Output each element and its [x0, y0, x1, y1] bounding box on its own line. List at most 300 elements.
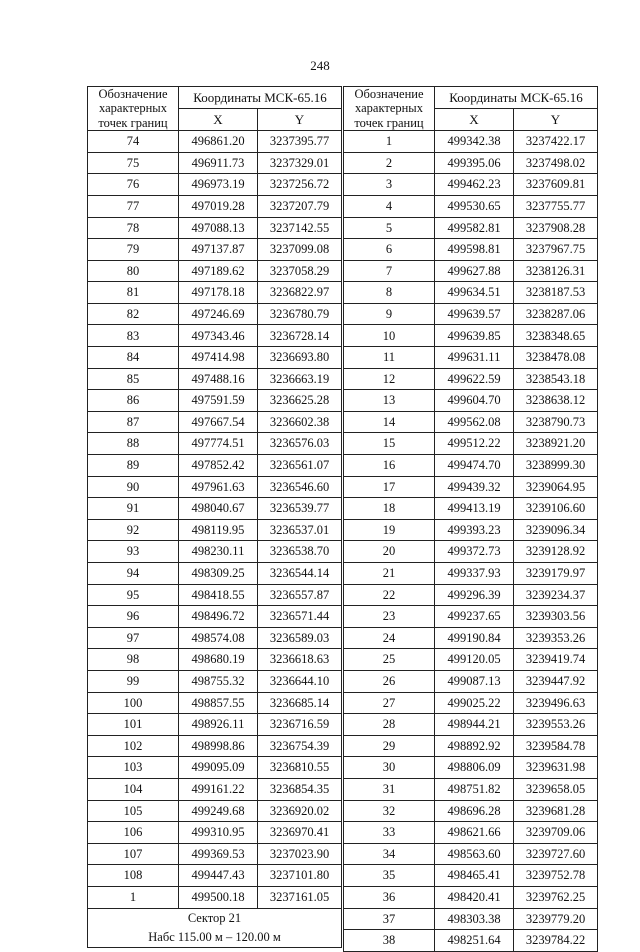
y-coordinate-cell: 3238126.31 [514, 260, 598, 282]
point-number-cell: 95 [88, 584, 179, 606]
x-coordinate-cell: 499462.23 [435, 174, 514, 196]
table-row [344, 411, 598, 433]
table-row [88, 800, 342, 822]
x-coordinate-cell: 497488.16 [179, 368, 258, 390]
table-row [344, 347, 598, 369]
y-coordinate-cell: 3238921.20 [514, 433, 598, 455]
y-coordinate-cell: 3239779.20 [514, 908, 598, 930]
table-row [88, 584, 342, 606]
x-coordinate-cell: 498496.72 [179, 606, 258, 628]
y-coordinate-cell: 3237498.02 [514, 152, 598, 174]
x-coordinate-cell: 499639.85 [435, 325, 514, 347]
x-coordinate-cell: 497088.13 [179, 217, 258, 239]
x-coordinate-cell: 498926.11 [179, 714, 258, 736]
table-row [344, 908, 598, 930]
x-coordinate-cell: 498420.41 [435, 886, 514, 908]
point-number-cell: 84 [88, 347, 179, 369]
x-coordinate-cell: 498230.11 [179, 541, 258, 563]
y-coordinate-cell: 3236589.03 [258, 627, 342, 649]
point-number-cell: 5 [344, 217, 435, 239]
x-coordinate-cell: 499249.68 [179, 800, 258, 822]
table-row [88, 541, 342, 563]
x-coordinate-cell: 498680.19 [179, 649, 258, 671]
y-coordinate-cell: 3236546.60 [258, 476, 342, 498]
sector-footer [88, 908, 342, 947]
table-row [88, 239, 342, 261]
table-row [88, 606, 342, 628]
point-number-cell: 33 [344, 822, 435, 844]
point-number-cell: 15 [344, 433, 435, 455]
table-row [344, 325, 598, 347]
x-coordinate-cell: 499639.57 [435, 303, 514, 325]
x-coordinate-cell: 499439.32 [435, 476, 514, 498]
table-row [88, 282, 342, 304]
y-coordinate-cell: 3237967.75 [514, 239, 598, 261]
x-coordinate-cell: 497137.87 [179, 239, 258, 261]
point-number-cell: 81 [88, 282, 179, 304]
y-coordinate-cell: 3237101.80 [258, 865, 342, 887]
point-number-cell: 31 [344, 778, 435, 800]
x-coordinate-cell: 498465.41 [435, 865, 514, 887]
y-coordinate-cell: 3236571.44 [258, 606, 342, 628]
x-coordinate-cell: 498574.08 [179, 627, 258, 649]
x-coordinate-cell: 497189.62 [179, 260, 258, 282]
coordinates-header: Координаты МСК-65.16 [179, 87, 342, 109]
table-row [344, 239, 598, 261]
x-coordinate-cell: 498751.82 [435, 778, 514, 800]
x-coordinate-cell: 498857.55 [179, 692, 258, 714]
y-coordinate-cell: 3239096.34 [514, 519, 598, 541]
point-number-cell: 27 [344, 692, 435, 714]
x-coordinate-cell: 498418.55 [179, 584, 258, 606]
point-number-cell: 1 [88, 886, 179, 908]
y-coordinate-cell: 3239179.97 [514, 563, 598, 585]
point-number-cell: 36 [344, 886, 435, 908]
table-row [88, 455, 342, 477]
table-row [344, 649, 598, 671]
point-number-cell: 86 [88, 390, 179, 412]
x-coordinate-cell: 497591.59 [179, 390, 258, 412]
x-coordinate-cell: 499500.18 [179, 886, 258, 908]
table-row [344, 757, 598, 779]
point-number-cell: 93 [88, 541, 179, 563]
point-number-cell: 30 [344, 757, 435, 779]
y-coordinate-cell: 3238638.12 [514, 390, 598, 412]
y-coordinate-cell: 3239234.37 [514, 584, 598, 606]
table-row [344, 390, 598, 412]
x-coordinate-cell: 499512.22 [435, 433, 514, 455]
table-row [344, 541, 598, 563]
x-coordinate-cell: 497852.42 [179, 455, 258, 477]
x-coordinate-cell: 499095.09 [179, 757, 258, 779]
point-number-cell: 22 [344, 584, 435, 606]
y-coordinate-cell: 3238478.08 [514, 347, 598, 369]
point-number-cell: 4 [344, 195, 435, 217]
table-row [344, 584, 598, 606]
table-row [344, 930, 598, 952]
table-row [344, 476, 598, 498]
table-row [88, 865, 342, 887]
table-row [88, 325, 342, 347]
y-coordinate-cell: 3236716.59 [258, 714, 342, 736]
x-coordinate-cell: 499634.51 [435, 282, 514, 304]
point-number-cell: 16 [344, 455, 435, 477]
y-coordinate-cell: 3239762.25 [514, 886, 598, 908]
point-number-cell: 108 [88, 865, 179, 887]
x-coordinate-cell: 499310.95 [179, 822, 258, 844]
table-row [88, 217, 342, 239]
point-number-cell: 88 [88, 433, 179, 455]
y-coordinate-cell: 3236538.70 [258, 541, 342, 563]
y-coordinate-cell: 3237908.28 [514, 217, 598, 239]
x-coordinate-cell: 499631.11 [435, 347, 514, 369]
point-number-cell: 26 [344, 670, 435, 692]
x-coordinate-cell: 499413.19 [435, 498, 514, 520]
table-row [344, 152, 598, 174]
table-row [344, 195, 598, 217]
point-number-cell: 102 [88, 735, 179, 757]
point-number-cell: 9 [344, 303, 435, 325]
y-coordinate-cell: 3239303.56 [514, 606, 598, 628]
point-number-cell: 105 [88, 800, 179, 822]
point-number-cell: 82 [88, 303, 179, 325]
point-number-cell: 6 [344, 239, 435, 261]
y-coordinate-cell: 3237329.01 [258, 152, 342, 174]
y-coordinate-cell: 3236644.10 [258, 670, 342, 692]
x-coordinate-cell: 499237.65 [435, 606, 514, 628]
point-number-cell: 99 [88, 670, 179, 692]
x-coordinate-cell: 499627.88 [435, 260, 514, 282]
point-number-cell: 34 [344, 843, 435, 865]
point-number-cell: 19 [344, 519, 435, 541]
table-row [344, 498, 598, 520]
table-row [344, 131, 598, 153]
table-row [88, 519, 342, 541]
x-coordinate-cell: 499582.81 [435, 217, 514, 239]
x-coordinate-cell: 499474.70 [435, 455, 514, 477]
point-number-cell: 37 [344, 908, 435, 930]
point-number-cell: 89 [88, 455, 179, 477]
table-row [88, 498, 342, 520]
point-number-cell: 2 [344, 152, 435, 174]
page-number: 248 [310, 58, 330, 73]
y-coordinate-cell: 3238287.06 [514, 303, 598, 325]
table-row [344, 303, 598, 325]
y-coordinate-cell: 3237609.81 [514, 174, 598, 196]
point-number-cell: 91 [88, 498, 179, 520]
point-number-cell: 79 [88, 239, 179, 261]
table-row [88, 347, 342, 369]
point-number-cell: 96 [88, 606, 179, 628]
x-coordinate-cell: 499025.22 [435, 692, 514, 714]
point-number-cell: 11 [344, 347, 435, 369]
coordinates-table-left [87, 86, 342, 948]
table-row [344, 714, 598, 736]
point-number-cell: 12 [344, 368, 435, 390]
x-coordinate-cell: 496973.19 [179, 174, 258, 196]
point-number-cell: 1 [344, 131, 435, 153]
x-coordinate-cell: 497774.51 [179, 433, 258, 455]
table-row [344, 800, 598, 822]
y-coordinate-cell: 3239553.26 [514, 714, 598, 736]
x-coordinate-cell: 496911.73 [179, 152, 258, 174]
y-coordinate-cell: 3236663.19 [258, 368, 342, 390]
y-coordinate-cell: 3236822.97 [258, 282, 342, 304]
y-coordinate-cell: 3237099.08 [258, 239, 342, 261]
table-row [344, 606, 598, 628]
y-coordinate-cell: 3236544.14 [258, 563, 342, 585]
table-row [88, 714, 342, 736]
y-coordinate-cell: 3236625.28 [258, 390, 342, 412]
table-row [344, 692, 598, 714]
x-coordinate-cell: 498944.21 [435, 714, 514, 736]
y-coordinate-cell: 3236854.35 [258, 778, 342, 800]
x-coordinate-cell: 498806.09 [435, 757, 514, 779]
table-row [344, 563, 598, 585]
table-row [88, 735, 342, 757]
sector-label: Сектор 21 [187, 911, 242, 926]
y-coordinate-cell: 3238187.53 [514, 282, 598, 304]
point-number-cell: 104 [88, 778, 179, 800]
point-number-cell: 74 [88, 131, 179, 153]
table-row [344, 368, 598, 390]
table-row [344, 822, 598, 844]
y-coordinate-cell: 3236780.79 [258, 303, 342, 325]
point-number-cell: 103 [88, 757, 179, 779]
table-row [88, 411, 342, 433]
table-row [88, 843, 342, 865]
y-coordinate-cell: 3239631.98 [514, 757, 598, 779]
table-row [344, 433, 598, 455]
table-row [88, 563, 342, 585]
x-coordinate-cell: 497961.63 [179, 476, 258, 498]
point-number-cell: 13 [344, 390, 435, 412]
point-number-cell: 35 [344, 865, 435, 887]
y-coordinate-cell: 3236537.01 [258, 519, 342, 541]
y-coordinate-cell: 3236602.38 [258, 411, 342, 433]
x-coordinate-cell: 499161.22 [179, 778, 258, 800]
y-coordinate-cell: 3236920.02 [258, 800, 342, 822]
y-coordinate-cell: 3236539.77 [258, 498, 342, 520]
point-number-cell: 28 [344, 714, 435, 736]
table-row [88, 822, 342, 844]
point-number-cell: 32 [344, 800, 435, 822]
point-number-cell: 77 [88, 195, 179, 217]
table-row [88, 131, 342, 153]
y-coordinate-cell: 3239064.95 [514, 476, 598, 498]
table-row [88, 886, 342, 908]
y-coordinate-cell: 3236754.39 [258, 735, 342, 757]
height-range-label: Набс 115.00 м – 120.00 м [148, 929, 281, 944]
point-number-cell: 97 [88, 627, 179, 649]
y-coordinate-cell: 3239496.63 [514, 692, 598, 714]
x-coordinate-cell: 499190.84 [435, 627, 514, 649]
y-coordinate-cell: 3236693.80 [258, 347, 342, 369]
point-number-cell: 23 [344, 606, 435, 628]
x-coordinate-cell: 499393.23 [435, 519, 514, 541]
table-row [344, 627, 598, 649]
x-coordinate-cell: 498696.28 [435, 800, 514, 822]
table-row [88, 303, 342, 325]
x-coordinate-cell: 498621.66 [435, 822, 514, 844]
x-coordinate-cell: 499598.81 [435, 239, 514, 261]
y-coordinate-cell: 3236561.07 [258, 455, 342, 477]
y-coordinate-cell: 3239709.06 [514, 822, 598, 844]
designation-header: Обозначение характерных точек границ [344, 87, 435, 131]
table-row [88, 627, 342, 649]
point-number-cell: 3 [344, 174, 435, 196]
x-coordinate-cell: 498998.86 [179, 735, 258, 757]
table-row [344, 282, 598, 304]
x-coordinate-cell: 498040.67 [179, 498, 258, 520]
x-coordinate-cell: 498892.92 [435, 735, 514, 757]
table-row [88, 433, 342, 455]
y-coordinate-cell: 3237023.90 [258, 843, 342, 865]
point-number-cell: 21 [344, 563, 435, 585]
x-coordinate-cell: 499087.13 [435, 670, 514, 692]
y-coordinate-cell: 3239584.78 [514, 735, 598, 757]
point-number-cell: 107 [88, 843, 179, 865]
x-header: X [179, 109, 258, 131]
table-row [88, 692, 342, 714]
x-coordinate-cell: 499369.53 [179, 843, 258, 865]
y-coordinate-cell: 3237058.29 [258, 260, 342, 282]
point-number-cell: 38 [344, 930, 435, 952]
y-coordinate-cell: 3236576.03 [258, 433, 342, 455]
coordinates-table-right [343, 86, 598, 952]
x-coordinate-cell: 499562.08 [435, 411, 514, 433]
y-coordinate-cell: 3239447.92 [514, 670, 598, 692]
y-coordinate-cell: 3236557.87 [258, 584, 342, 606]
y-coordinate-cell: 3238999.30 [514, 455, 598, 477]
table-row [344, 174, 598, 196]
y-coordinate-cell: 3238348.65 [514, 325, 598, 347]
point-number-cell: 90 [88, 476, 179, 498]
table-row [344, 455, 598, 477]
x-coordinate-cell: 498755.32 [179, 670, 258, 692]
table-row [88, 778, 342, 800]
table-row [88, 260, 342, 282]
point-number-cell: 20 [344, 541, 435, 563]
table-row [88, 390, 342, 412]
y-coordinate-cell: 3236728.14 [258, 325, 342, 347]
y-coordinate-cell: 3236685.14 [258, 692, 342, 714]
y-coordinate-cell: 3236810.55 [258, 757, 342, 779]
x-coordinate-cell: 499604.70 [435, 390, 514, 412]
table-row [344, 260, 598, 282]
y-header: Y [258, 109, 342, 131]
point-number-cell: 14 [344, 411, 435, 433]
y-coordinate-cell: 3237256.72 [258, 174, 342, 196]
table-row [344, 670, 598, 692]
table-row [344, 735, 598, 757]
point-number-cell: 24 [344, 627, 435, 649]
y-header: Y [514, 109, 598, 131]
point-number-cell: 75 [88, 152, 179, 174]
table-row [344, 217, 598, 239]
point-number-cell: 7 [344, 260, 435, 282]
x-header: X [435, 109, 514, 131]
x-coordinate-cell: 499395.06 [435, 152, 514, 174]
y-coordinate-cell: 3237207.79 [258, 195, 342, 217]
point-number-cell: 80 [88, 260, 179, 282]
x-coordinate-cell: 498563.60 [435, 843, 514, 865]
y-coordinate-cell: 3239784.22 [514, 930, 598, 952]
coordinates-header: Координаты МСК-65.16 [435, 87, 598, 109]
y-coordinate-cell: 3237161.05 [258, 886, 342, 908]
x-coordinate-cell: 496861.20 [179, 131, 258, 153]
table-row [88, 649, 342, 671]
x-coordinate-cell: 499372.73 [435, 541, 514, 563]
x-coordinate-cell: 497343.46 [179, 325, 258, 347]
table-row [88, 195, 342, 217]
point-number-cell: 8 [344, 282, 435, 304]
table-row [88, 368, 342, 390]
y-coordinate-cell: 3237422.17 [514, 131, 598, 153]
x-coordinate-cell: 497246.69 [179, 303, 258, 325]
y-coordinate-cell: 3237395.77 [258, 131, 342, 153]
x-coordinate-cell: 498303.38 [435, 908, 514, 930]
y-coordinate-cell: 3237142.55 [258, 217, 342, 239]
point-number-cell: 10 [344, 325, 435, 347]
point-number-cell: 98 [88, 649, 179, 671]
table-row [88, 670, 342, 692]
x-coordinate-cell: 499120.05 [435, 649, 514, 671]
x-coordinate-cell: 497414.98 [179, 347, 258, 369]
x-coordinate-cell: 497178.18 [179, 282, 258, 304]
table-row [344, 778, 598, 800]
table-row [88, 152, 342, 174]
y-coordinate-cell: 3238543.18 [514, 368, 598, 390]
x-coordinate-cell: 499342.38 [435, 131, 514, 153]
point-number-cell: 78 [88, 217, 179, 239]
y-coordinate-cell: 3239658.05 [514, 778, 598, 800]
point-number-cell: 76 [88, 174, 179, 196]
point-number-cell: 100 [88, 692, 179, 714]
x-coordinate-cell: 499447.43 [179, 865, 258, 887]
point-number-cell: 94 [88, 563, 179, 585]
y-coordinate-cell: 3239752.78 [514, 865, 598, 887]
point-number-cell: 92 [88, 519, 179, 541]
point-number-cell: 85 [88, 368, 179, 390]
table-row [344, 865, 598, 887]
x-coordinate-cell: 498309.25 [179, 563, 258, 585]
y-coordinate-cell: 3236970.41 [258, 822, 342, 844]
point-number-cell: 101 [88, 714, 179, 736]
y-coordinate-cell: 3239353.26 [514, 627, 598, 649]
table-row [344, 886, 598, 908]
table-row [344, 843, 598, 865]
table-row [88, 476, 342, 498]
x-coordinate-cell: 497019.28 [179, 195, 258, 217]
x-coordinate-cell: 497667.54 [179, 411, 258, 433]
point-number-cell: 18 [344, 498, 435, 520]
point-number-cell: 17 [344, 476, 435, 498]
y-coordinate-cell: 3236618.63 [258, 649, 342, 671]
x-coordinate-cell: 499622.59 [435, 368, 514, 390]
y-coordinate-cell: 3239419.74 [514, 649, 598, 671]
y-coordinate-cell: 3239128.92 [514, 541, 598, 563]
x-coordinate-cell: 498119.95 [179, 519, 258, 541]
point-number-cell: 83 [88, 325, 179, 347]
x-coordinate-cell: 499337.93 [435, 563, 514, 585]
y-coordinate-cell: 3237755.77 [514, 195, 598, 217]
x-coordinate-cell: 498251.64 [435, 930, 514, 952]
point-number-cell: 29 [344, 735, 435, 757]
designation-header: Обозначение характерных точек границ [88, 87, 179, 131]
point-number-cell: 25 [344, 649, 435, 671]
y-coordinate-cell: 3239681.28 [514, 800, 598, 822]
